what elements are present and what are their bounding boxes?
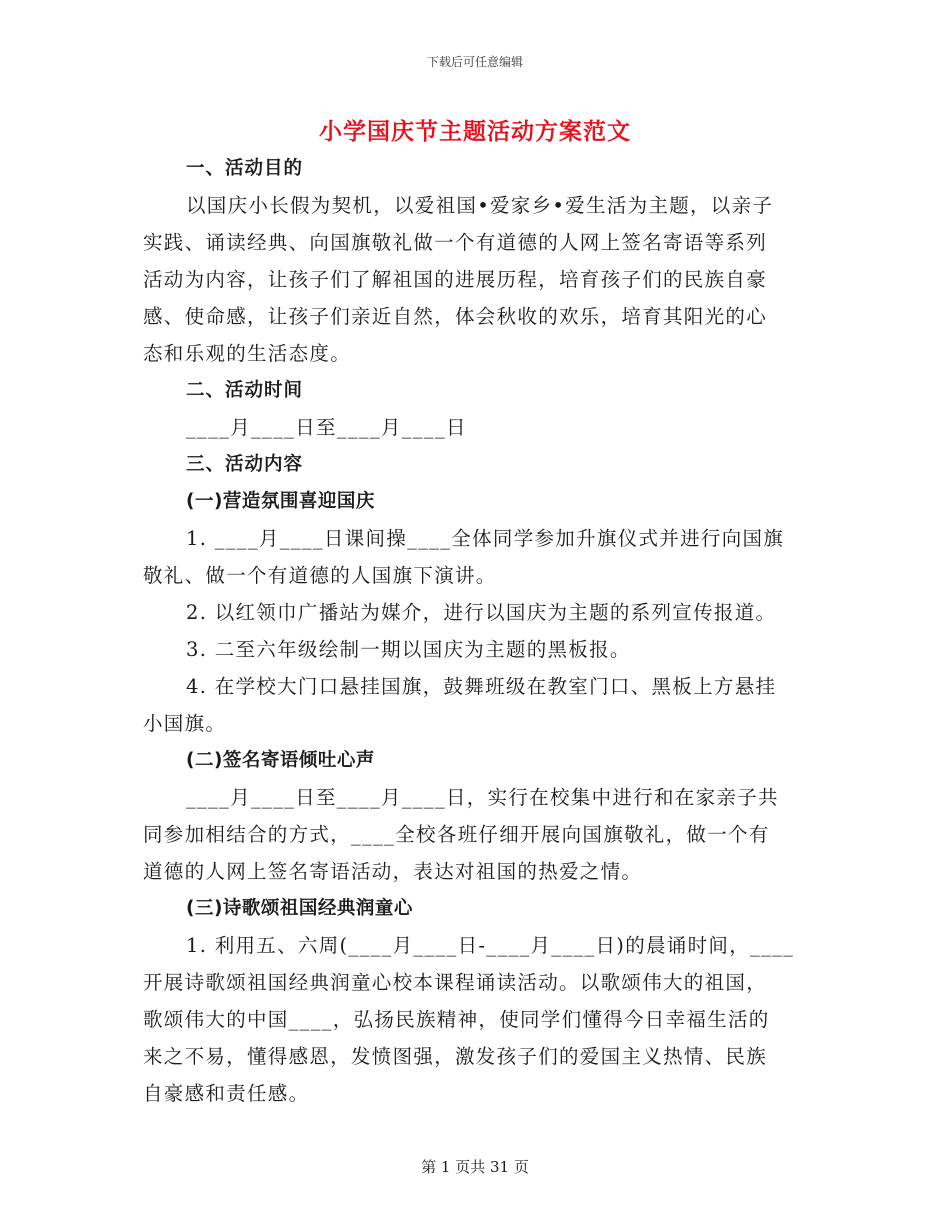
document-body bbox=[143, 150, 809, 1112]
subsection-heading: (二)签名寄语倾吐心声 bbox=[186, 750, 375, 771]
paragraph-line: 活动为内容，让孩子们了解祖国的进展历程，培育孩子们的民族自豪 bbox=[143, 268, 768, 291]
paragraph-line: 同参加相结合的方式，____全校各班仔细开展向国旗敬礼，做一个有 bbox=[143, 823, 770, 846]
paragraph-line: 1. ____月____日课间操____全体同学参加升旗仪式并进行向国旗 bbox=[186, 527, 785, 550]
paragraph-line: ____月____日至____月____日，实行在校集中进行和在家亲子共 bbox=[186, 786, 779, 809]
section-heading: 二、活动时间 bbox=[186, 380, 304, 401]
paragraph-line: 以国庆小长假为契机，以爱祖国•爱家乡•爱生活为主题，以亲子 bbox=[186, 194, 774, 217]
page-number: 第 1 页共 31 页 bbox=[421, 1158, 529, 1176]
paragraph-line: 2. 以红领巾广播站为媒介，进行以国庆为主题的系列宣传报道。 bbox=[186, 601, 777, 624]
section-heading: 三、活动内容 bbox=[186, 454, 304, 475]
page-header-note: 下载后可任意编辑 bbox=[426, 55, 523, 69]
paragraph-line: 来之不易，懂得感恩，发愤图强，激发孩子们的爱国主义热情、民族 bbox=[143, 1045, 768, 1068]
paragraph-line: 3. 二至六年级绘制一期以国庆为主题的黑板报。 bbox=[186, 638, 631, 661]
paragraph-line: 开展诗歌颂祖国经典润童心校本课程诵读活动。以歌颂伟大的祖国， bbox=[143, 971, 768, 994]
subsection-heading: (三)诗歌颂祖国经典润童心 bbox=[186, 898, 413, 919]
paragraph-line: 4. 在学校大门口悬挂国旗，鼓舞班级在教室门口、黑板上方悬挂 bbox=[186, 675, 777, 698]
document-title: 小学国庆节主题活动方案范文 bbox=[319, 119, 631, 145]
paragraph-line: ____月____日至____月____日 bbox=[186, 416, 467, 439]
section-heading: 一、活动目的 bbox=[186, 158, 304, 179]
subsection-heading: (一)营造氛围喜迎国庆 bbox=[186, 491, 375, 512]
paragraph-line: 自豪感和责任感。 bbox=[143, 1082, 310, 1105]
paragraph-line: 感、使命感，让孩子们亲近自然，体会秋收的欢乐，培育其阳光的心 bbox=[143, 305, 768, 328]
paragraph-line: 歌颂伟大的中国____，弘扬民族精神，使同学们懂得今日幸福生活的 bbox=[143, 1008, 770, 1031]
paragraph-line: 1. 利用五、六周(____月____日-____月____日)的晨诵时间，____ bbox=[186, 934, 795, 957]
paragraph-line: 实践、诵读经典、向国旗敬礼做一个有道德的人网上签名寄语等系列 bbox=[143, 231, 768, 254]
paragraph-line: 小国旗。 bbox=[143, 712, 227, 735]
paragraph-line: 敬礼、做一个有道德的人国旗下演讲。 bbox=[143, 564, 497, 587]
paragraph-line: 道德的人网上签名寄语活动，表达对祖国的热爱之情。 bbox=[143, 860, 643, 883]
paragraph-line: 态和乐观的生活态度。 bbox=[143, 342, 352, 365]
